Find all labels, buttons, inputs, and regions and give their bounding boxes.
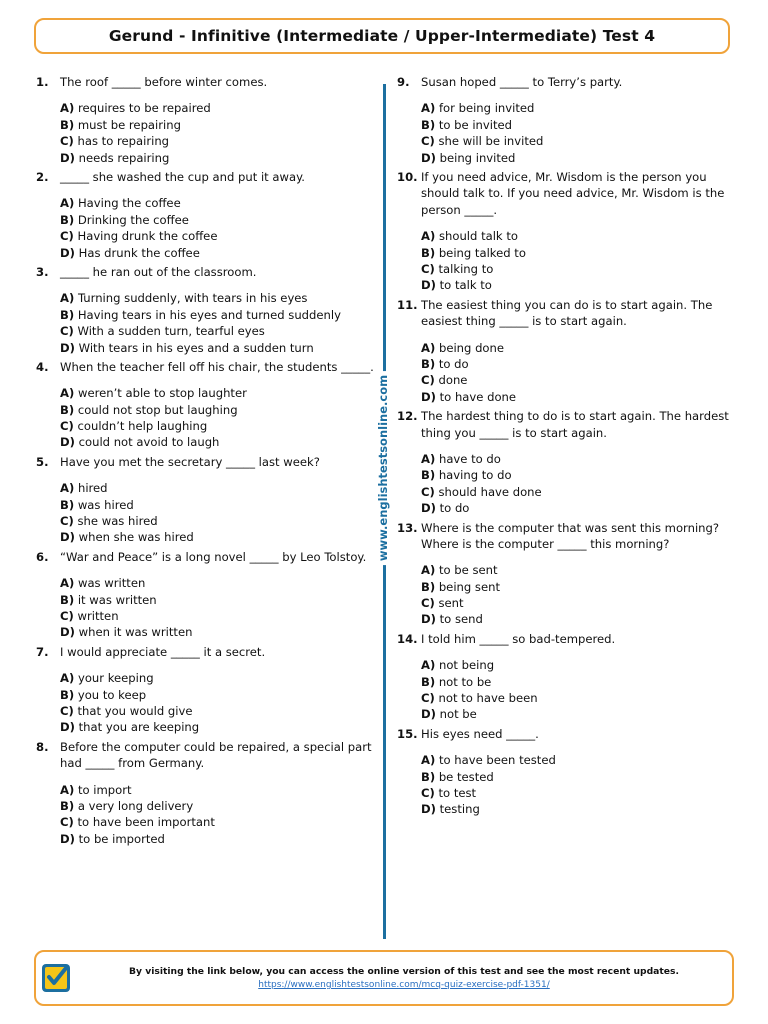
- question-item: [397, 726, 737, 818]
- option-letter: D): [60, 720, 75, 735]
- option-letter: A): [421, 229, 436, 244]
- option-text: to be imported: [78, 831, 165, 846]
- option-letter: A): [421, 101, 436, 116]
- question-stem: [397, 169, 737, 218]
- option-letter: B): [60, 687, 75, 702]
- option-letter: C): [421, 484, 435, 499]
- option-text: Having the coffee: [77, 196, 181, 211]
- answer-option: [421, 500, 737, 516]
- footer-note: By visiting the link below, you can access the online version of this test and see the most recent updates.: [129, 966, 679, 977]
- option-text: requires to be repaired: [77, 101, 211, 116]
- answer-option: [421, 484, 737, 500]
- answer-option: [60, 624, 376, 640]
- option-text: Having drunk the coffee: [77, 229, 218, 244]
- option-letter: A): [60, 291, 75, 306]
- option-letter: D): [60, 245, 75, 260]
- answer-options: [421, 657, 737, 723]
- option-letter: A): [421, 563, 436, 578]
- question-number: 4.: [36, 359, 49, 374]
- question-text: Where is the computer that was sent this morning? Where is the computer _____ this morning?: [421, 520, 720, 551]
- option-text: was hired: [77, 497, 134, 512]
- option-text: being invited: [439, 150, 516, 165]
- answer-option: [421, 372, 737, 388]
- option-letter: B): [421, 674, 436, 689]
- option-text: have to do: [438, 451, 501, 466]
- checkbox-check-icon: [40, 960, 72, 994]
- answer-option: [421, 356, 737, 372]
- question-item: [36, 169, 376, 261]
- option-letter: A): [60, 101, 75, 116]
- question-number: 14.: [397, 631, 418, 646]
- option-text: a very long delivery: [77, 798, 194, 813]
- question-text: I would appreciate _____ it a secret.: [60, 644, 266, 659]
- question-number: 10.: [397, 169, 418, 184]
- option-letter: B): [60, 592, 75, 607]
- answer-option: [421, 690, 737, 706]
- answer-options: [421, 752, 737, 818]
- question-text: If you need advice, Mr. Wisdom is the person you should talk to. If you need advice, Mr. Wisdom is the person _____.: [421, 169, 725, 217]
- answer-option: [421, 228, 737, 244]
- question-stem: [36, 74, 376, 90]
- option-letter: C): [60, 815, 74, 830]
- option-text: should talk to: [438, 229, 518, 244]
- question-item: [36, 739, 376, 847]
- option-letter: B): [60, 798, 75, 813]
- option-text: when she was hired: [78, 530, 194, 545]
- question-number: 1.: [36, 75, 49, 89]
- answer-option: [60, 100, 376, 116]
- option-text: to be invited: [438, 117, 513, 132]
- option-letter: C): [421, 373, 435, 388]
- option-letter: D): [60, 435, 75, 450]
- option-text: hired: [77, 481, 108, 496]
- option-letter: D): [421, 802, 436, 817]
- option-letter: C): [421, 691, 435, 706]
- option-text: was written: [77, 576, 146, 591]
- answer-options: [60, 385, 376, 451]
- option-letter: A): [60, 782, 75, 797]
- question-stem: [397, 726, 737, 742]
- answer-option: [421, 562, 737, 578]
- option-letter: B): [421, 245, 436, 260]
- option-text: she will be invited: [438, 134, 544, 149]
- question-item: [36, 644, 376, 736]
- option-letter: B): [421, 117, 436, 132]
- answer-option: [421, 389, 737, 405]
- option-letter: C): [60, 419, 74, 434]
- option-text: Has drunk the coffee: [78, 245, 200, 260]
- option-letter: B): [60, 402, 75, 417]
- question-number: 3.: [36, 264, 49, 279]
- answer-option: [421, 277, 737, 293]
- option-text: that you would give: [77, 704, 193, 718]
- answer-option: [421, 261, 737, 277]
- answer-option: [421, 467, 737, 483]
- option-text: it was written: [77, 592, 157, 607]
- question-item: [397, 74, 737, 166]
- answer-option: [421, 133, 737, 149]
- option-text: Having tears in his eyes and turned suddenly: [77, 307, 341, 322]
- answer-option: [421, 340, 737, 356]
- answer-option: [421, 752, 737, 768]
- question-stem: [36, 644, 376, 660]
- answer-option: [60, 513, 376, 529]
- option-letter: D): [421, 612, 436, 627]
- option-text: should have done: [438, 484, 542, 499]
- option-text: not be: [439, 707, 477, 722]
- question-stem: [397, 297, 737, 330]
- option-letter: D): [60, 340, 75, 355]
- answer-options: [60, 100, 376, 166]
- option-letter: A): [60, 196, 75, 211]
- title-box: [34, 18, 730, 54]
- answer-option: [60, 133, 376, 149]
- answer-option: [421, 706, 737, 722]
- option-letter: A): [421, 451, 436, 466]
- answer-option: [60, 719, 376, 735]
- option-text: to test: [438, 786, 477, 801]
- option-text: be tested: [438, 769, 494, 784]
- option-letter: C): [60, 134, 74, 149]
- option-letter: C): [421, 261, 435, 276]
- question-text: His eyes need _____.: [421, 726, 539, 741]
- answer-option: [421, 657, 737, 673]
- question-item: [397, 520, 737, 628]
- question-text: The easiest thing you can do is to start again. The easiest thing _____ is to start again.: [421, 297, 713, 329]
- question-stem: [36, 169, 376, 185]
- question-stem: [397, 74, 737, 90]
- answer-option: [421, 451, 737, 467]
- option-letter: C): [421, 786, 435, 801]
- question-number: 5.: [36, 454, 49, 469]
- question-number: 15.: [397, 726, 418, 741]
- question-stem: [397, 520, 737, 553]
- option-letter: D): [60, 831, 75, 846]
- question-item: [397, 297, 737, 405]
- question-item: [36, 264, 376, 356]
- option-text: she was hired: [77, 514, 158, 529]
- question-text: _____ she washed the cup and put it away.: [60, 169, 305, 184]
- answer-option: [60, 402, 376, 418]
- answer-option: [60, 814, 376, 830]
- answer-option: [60, 150, 376, 166]
- question-text: I told him _____ so bad-tempered.: [421, 631, 616, 646]
- option-text: to import: [77, 782, 132, 797]
- question-item: [36, 549, 376, 641]
- answer-option: [60, 529, 376, 545]
- option-text: to do: [439, 501, 470, 516]
- answer-option: [60, 117, 376, 133]
- option-text: having to do: [438, 468, 512, 483]
- question-stem: [36, 549, 376, 565]
- answer-option: [60, 245, 376, 261]
- answer-options: [421, 228, 737, 294]
- option-letter: B): [60, 497, 75, 512]
- answer-options: [60, 670, 376, 736]
- option-text: not to be: [438, 674, 492, 689]
- option-text: needs repairing: [78, 150, 170, 165]
- option-text: could not stop but laughing: [77, 402, 238, 417]
- question-number: 11.: [397, 297, 418, 312]
- answer-option: [60, 323, 376, 339]
- option-letter: C): [60, 324, 74, 339]
- answer-option: [60, 212, 376, 228]
- option-text: when it was written: [78, 625, 193, 640]
- option-letter: B): [421, 769, 436, 784]
- option-letter: C): [60, 514, 74, 529]
- option-letter: B): [421, 468, 436, 483]
- question-number: 6.: [36, 549, 49, 564]
- question-item: [397, 408, 737, 516]
- option-letter: A): [60, 671, 75, 686]
- footer-link[interactable]: https://www.englishtestsonline.com/mcq-quiz-exercise-pdf-1351/: [258, 980, 550, 990]
- answer-option: [421, 674, 737, 690]
- answer-option: [60, 703, 376, 719]
- option-letter: A): [60, 576, 75, 591]
- option-text: being talked to: [438, 245, 526, 260]
- option-text: being done: [438, 340, 505, 355]
- option-letter: A): [421, 340, 436, 355]
- option-letter: D): [421, 501, 436, 516]
- question-text: Before the computer could be repaired, a special part had _____ from Germany.: [60, 739, 372, 771]
- footer-box: [34, 950, 734, 1006]
- option-text: has to repairing: [77, 134, 170, 149]
- answer-option: [421, 595, 737, 611]
- option-letter: C): [421, 596, 435, 611]
- option-letter: A): [60, 481, 75, 496]
- option-text: With a sudden turn, tearful eyes: [77, 324, 265, 339]
- answer-option: [421, 245, 737, 261]
- option-text: that you are keeping: [78, 720, 200, 735]
- option-text: sent: [438, 596, 464, 611]
- option-text: Turning suddenly, with tears in his eyes: [77, 291, 308, 306]
- answer-option: [60, 608, 376, 624]
- option-letter: B): [421, 356, 436, 371]
- answer-option: [60, 782, 376, 798]
- question-number: 13.: [397, 520, 418, 535]
- option-text: to do: [438, 356, 469, 371]
- option-text: testing: [439, 802, 480, 817]
- answer-option: [421, 785, 737, 801]
- answer-option: [60, 228, 376, 244]
- question-stem: [36, 454, 376, 470]
- option-letter: C): [60, 229, 74, 244]
- question-number: 7.: [36, 644, 49, 659]
- answer-option: [60, 687, 376, 703]
- option-text: Drinking the coffee: [77, 212, 189, 227]
- answer-options: [60, 290, 376, 356]
- question-item: [397, 631, 737, 723]
- option-text: could not avoid to laugh: [78, 435, 220, 450]
- question-text: Have you met the secretary _____ last week?: [60, 454, 320, 469]
- option-text: not being: [438, 658, 495, 673]
- question-item: [397, 169, 737, 294]
- answer-option: [421, 611, 737, 627]
- option-letter: D): [421, 278, 436, 293]
- answer-option: [421, 579, 737, 595]
- option-letter: B): [421, 579, 436, 594]
- answer-option: [60, 575, 376, 591]
- answer-option: [60, 340, 376, 356]
- option-letter: A): [421, 658, 436, 673]
- answer-options: [421, 340, 737, 406]
- answer-options: [60, 480, 376, 546]
- answer-option: [421, 801, 737, 817]
- option-text: you to keep: [77, 687, 147, 702]
- option-letter: C): [60, 704, 74, 718]
- answer-options: [421, 100, 737, 166]
- answer-option: [60, 385, 376, 401]
- answer-option: [421, 769, 737, 785]
- answer-options: [60, 195, 376, 261]
- answer-option: [60, 831, 376, 847]
- option-text: to talk to: [439, 278, 492, 293]
- option-text: talking to: [438, 261, 494, 276]
- answer-option: [60, 480, 376, 496]
- option-text: your keeping: [77, 671, 154, 686]
- answer-option: [60, 497, 376, 513]
- question-stem: [36, 264, 376, 280]
- option-letter: D): [60, 625, 75, 640]
- question-text: _____ he ran out of the classroom.: [60, 264, 257, 279]
- question-number: 9.: [397, 75, 410, 89]
- option-text: to send: [439, 612, 483, 627]
- option-text: With tears in his eyes and a sudden turn: [78, 340, 314, 355]
- option-text: weren’t able to stop laughter: [77, 386, 247, 401]
- question-stem: [397, 408, 737, 441]
- option-letter: D): [421, 389, 436, 404]
- answer-options: [421, 562, 737, 628]
- option-text: to be sent: [438, 563, 498, 578]
- option-text: done: [438, 373, 468, 388]
- question-text: “War and Peace” is a long novel _____ by Leo Tolstoy.: [60, 549, 367, 564]
- option-letter: C): [421, 134, 435, 149]
- option-text: to have been important: [77, 815, 215, 830]
- option-text: to have been tested: [438, 753, 556, 768]
- question-item: [36, 74, 376, 166]
- right-question-column: [397, 74, 737, 821]
- question-text: The roof _____ before winter comes.: [60, 75, 268, 89]
- answer-options: [60, 782, 376, 848]
- answer-option: [60, 307, 376, 323]
- page-title: Gerund - Infinitive (Intermediate / Upper-Intermediate) Test 4: [108, 27, 656, 45]
- answer-options: [421, 451, 737, 517]
- option-letter: B): [60, 212, 75, 227]
- answer-option: [421, 100, 737, 116]
- answer-option: [421, 117, 737, 133]
- answer-option: [60, 670, 376, 686]
- left-question-column: [36, 74, 376, 850]
- question-item: [36, 359, 376, 451]
- option-letter: C): [60, 609, 74, 624]
- question-stem: [36, 359, 376, 375]
- option-text: not to have been: [438, 691, 538, 706]
- option-text: being sent: [438, 579, 501, 594]
- option-text: for being invited: [438, 101, 535, 116]
- option-letter: A): [60, 386, 75, 401]
- question-text: Susan hoped _____ to Terry’s party.: [421, 75, 623, 89]
- question-stem: [397, 631, 737, 647]
- option-text: must be repairing: [77, 117, 181, 132]
- option-letter: B): [60, 307, 75, 322]
- question-item: [36, 454, 376, 546]
- question-text: The hardest thing to do is to start again. The hardest thing you _____ is to start again.: [421, 409, 729, 440]
- question-stem: [36, 739, 376, 772]
- option-letter: A): [421, 753, 436, 768]
- question-number: 8.: [36, 739, 49, 754]
- question-number: 2.: [36, 169, 49, 184]
- option-letter: D): [421, 150, 436, 165]
- answer-option: [60, 290, 376, 306]
- option-letter: D): [421, 707, 436, 722]
- side-website-label: www.englishtestsonline.com: [376, 371, 390, 565]
- question-number: 12.: [397, 409, 418, 424]
- answer-option: [60, 798, 376, 814]
- option-text: written: [77, 609, 119, 624]
- option-letter: D): [60, 530, 75, 545]
- answer-option: [60, 592, 376, 608]
- answer-options: [60, 575, 376, 641]
- question-text: When the teacher fell off his chair, the students _____.: [60, 359, 374, 374]
- answer-option: [60, 434, 376, 450]
- option-letter: B): [60, 117, 75, 132]
- option-text: couldn’t help laughing: [77, 419, 208, 434]
- answer-option: [60, 418, 376, 434]
- option-letter: D): [60, 150, 75, 165]
- answer-option: [421, 150, 737, 166]
- option-text: to have done: [439, 389, 517, 404]
- answer-option: [60, 195, 376, 211]
